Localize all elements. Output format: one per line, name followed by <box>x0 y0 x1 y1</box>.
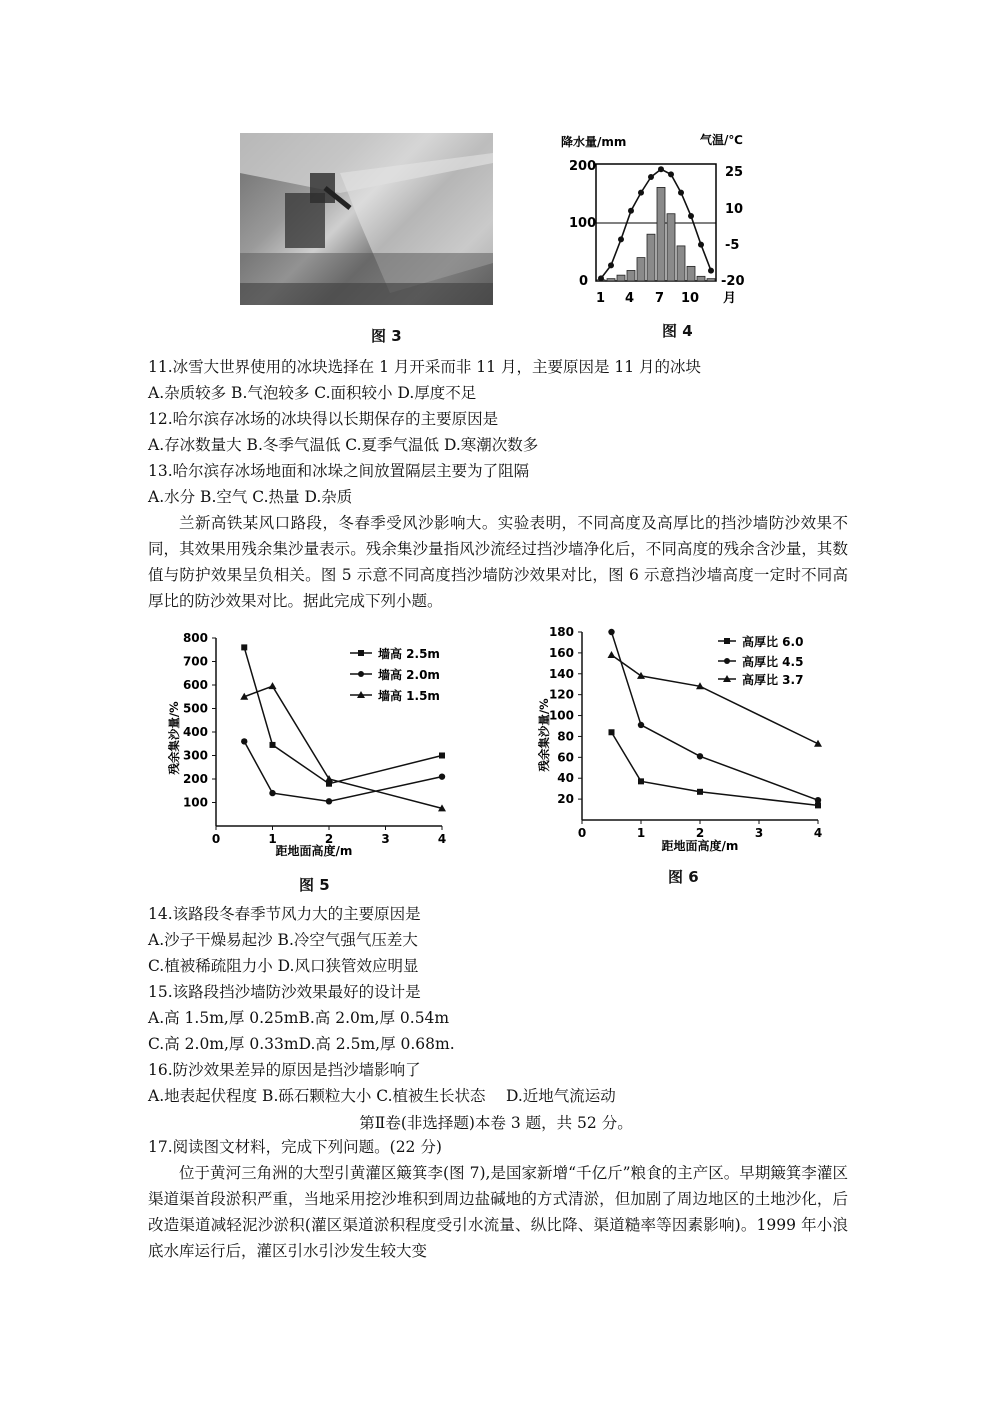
fig5-x-tick-label: 3 <box>381 832 390 846</box>
fig4-temp-point <box>598 275 604 281</box>
fig6-point <box>815 797 821 803</box>
question-15-options-2: C.高 2.0m,厚 0.33mD.高 2.5m,厚 0.68m. <box>148 1035 455 1053</box>
fig6-x-tick-label: 0 <box>577 826 587 840</box>
fig5-y-tick-label: 200 <box>182 772 208 786</box>
fig5-point <box>241 644 247 650</box>
fig5-legend-item: 墙高 1.5m <box>378 689 440 703</box>
fig4-temperature-line <box>598 166 714 281</box>
question-16-options: A.地表起伏程度 B.砾石颗粒大小 C.植被生长状态 D.近地气流运动 <box>148 1087 616 1105</box>
fig5-y-tick-label: 800 <box>182 631 208 645</box>
question-12-options: A.存冰数量大 B.冬季气温低 C.夏季气温低 D.寒潮次数多 <box>148 436 539 454</box>
fig4-caption: 图 4 <box>662 322 693 340</box>
fig4-temp-point <box>658 166 664 172</box>
fig6-ylabel: 残余集沙量/% <box>537 698 551 772</box>
fig5-point <box>439 773 445 779</box>
fig4-precip-bar <box>607 279 615 281</box>
fig6-point <box>637 672 645 679</box>
fig5-y-tick-label: 600 <box>182 678 208 692</box>
fig4-temp-point <box>648 174 654 180</box>
fig4-x-tick: 7 <box>655 291 665 306</box>
fig5-point <box>439 753 445 759</box>
fig4-temp-curve <box>601 169 711 278</box>
section-2-heading: 第Ⅱ卷(非选择题)本卷 3 题，共 52 分。 <box>359 1114 633 1132</box>
fig6-point <box>638 722 644 728</box>
fig4-climate-chart <box>555 128 775 333</box>
fig4-precip-bar <box>647 234 655 281</box>
fig5-y-tick-label: 500 <box>182 701 208 716</box>
fig6-y-tick-label: 140 <box>548 666 574 681</box>
fig4-left-tick: 200 <box>569 159 597 174</box>
fig6-point <box>697 789 703 795</box>
fig4-precip-bar <box>687 266 695 281</box>
question-13: 13.哈尔滨存冰场地面和冰垛之间放置隔层主要为了阻隔 <box>148 462 530 480</box>
fig6-y-tick-label: 20 <box>557 792 574 807</box>
fig6-y-tick-label: 160 <box>548 645 574 660</box>
fig6-legend-item: 高厚比 3.7 <box>742 673 804 687</box>
fig6-y-tick-label: 120 <box>548 687 574 702</box>
fig4-x-unit: 月 <box>723 291 737 306</box>
fig6-x-tick-label: 4 <box>813 826 823 840</box>
fig5-point <box>270 742 276 748</box>
fig4-temp-point <box>678 190 684 196</box>
fig6-xlabel: 距地面高度/m <box>661 839 739 853</box>
fig5-x-tick-label: 2 <box>324 832 334 846</box>
fig4-temp-point <box>688 213 694 219</box>
fig5-x-tick-label: 0 <box>211 832 221 846</box>
question-16: 16.防沙效果差异的原因是挡沙墙影响了 <box>148 1061 421 1079</box>
fig5-ylabel: 残余集沙量/% <box>167 701 181 775</box>
fig4-precip-bar <box>617 275 625 281</box>
fig6-y-tick-label: 100 <box>548 708 574 723</box>
question-17: 17.阅读图文材料，完成下列问题。(22 分) <box>148 1138 442 1156</box>
fig6-y-tick-label: 60 <box>557 750 574 765</box>
fig4-x-tick: 10 <box>681 291 700 306</box>
fig5-y-tick-label: 700 <box>182 654 208 669</box>
fig4-left-tick: 100 <box>569 216 597 231</box>
passage-sand-barrier: 兰新高铁某风口路段，冬春季受风沙影响大。实验表明，不同高度及高厚比的挡沙墙防沙效果不同，其效果用残余集沙量表示。残余集沙量指风沙流经过挡沙墙净化后，不同高度的残余含沙量，其数值与防护效果呈负相关。图 5 示意不同高度挡沙墙防沙效果对比，图 6 示意挡沙墙高度一定时不同高厚比的防沙效果对比。据此完成下列小题。 <box>148 514 848 610</box>
ice-quarry-photo <box>240 133 493 305</box>
fig5-xlabel: 距地面高度/m <box>275 844 353 858</box>
fig5-legend-item: 墙高 2.5m <box>378 647 440 661</box>
fig5-y-tick-label: 100 <box>182 795 208 810</box>
fig4-left-axis-label: 降水量/mm <box>561 135 627 149</box>
question-13-options: A.水分 B.空气 C.热量 D.杂质 <box>148 488 353 506</box>
fig6-point <box>638 778 644 784</box>
photo-texture <box>240 133 493 305</box>
fig5-point <box>241 738 247 744</box>
fig4-left-tick: 0 <box>579 274 589 289</box>
fig4-temp-point <box>708 268 714 274</box>
fig6-point <box>697 753 703 759</box>
fig5-point <box>325 775 333 782</box>
fig5-y-tick-label: 400 <box>182 725 208 739</box>
fig6-legend-item: 高厚比 6.0 <box>742 635 804 649</box>
fig5-x-tick-label: 1 <box>268 832 277 846</box>
fig4-temp-point <box>628 208 634 214</box>
fig4-x-tick: 4 <box>625 291 635 306</box>
fig4-precip-bar <box>707 279 715 281</box>
fig6-point <box>608 629 614 635</box>
question-14: 14.该路段冬春季节风力大的主要原因是 <box>148 905 421 923</box>
fig6-y-tick-label: 80 <box>557 729 574 744</box>
fig6-y-tick-label: 40 <box>557 771 574 786</box>
fig5-x-tick-label: 4 <box>437 832 447 846</box>
fig6-chart <box>530 620 850 860</box>
fig4-precip-bar <box>667 214 675 281</box>
fig4-precip-bar <box>657 187 665 281</box>
fig5-axes <box>183 631 446 846</box>
fig5-point <box>269 790 275 796</box>
fig5-y-tick-label: 300 <box>182 748 208 763</box>
fig6-series-line <box>612 732 819 805</box>
fig4-right-tick: 25 <box>725 165 744 180</box>
question-11-options: A.杂质较多 B.气泡较多 C.面积较小 D.厚度不足 <box>148 384 477 402</box>
fig4-temp-point <box>698 242 704 248</box>
fig6-point <box>608 651 616 658</box>
fig4-right-tick: 10 <box>725 202 744 217</box>
fig5-point <box>326 798 332 804</box>
fig4-temp-point <box>608 262 614 268</box>
question-14-options-2: C.植被稀疏阻力小 D.风口狭管效应明显 <box>148 957 419 975</box>
fig5-legend-item: 墙高 2.0m <box>378 668 440 682</box>
fig5-point <box>269 682 277 689</box>
fig4-temp-point <box>618 236 624 242</box>
fig6-x-tick-label: 2 <box>695 826 705 840</box>
fig6-point <box>609 729 615 735</box>
question-15-options-1: A.高 1.5m,厚 0.25mB.高 2.0m,厚 0.54m <box>148 1009 450 1027</box>
question-15: 15.该路段挡沙墙防沙效果最好的设计是 <box>148 983 421 1001</box>
question-14-options-1: A.沙子干燥易起沙 B.冷空气强气压差大 <box>148 931 418 949</box>
fig5-chart <box>160 628 460 860</box>
fig3-caption: 图 3 <box>371 327 402 345</box>
fig5-caption: 图 5 <box>299 876 330 894</box>
fig4-right-tick: -20 <box>721 274 745 289</box>
fig4-right-tick: -5 <box>725 238 740 253</box>
fig6-x-tick-label: 1 <box>636 826 646 840</box>
fig6-legend-item: 高厚比 4.5 <box>742 655 804 669</box>
fig6-y-tick-label: 180 <box>548 625 574 639</box>
fig4-right-axis-label: 气温/℃ <box>700 133 743 147</box>
fig6-legend <box>718 634 803 687</box>
fig4-x-tick: 1 <box>596 291 606 306</box>
fig6-x-tick-label: 3 <box>754 826 764 840</box>
fig5-legend <box>350 646 440 703</box>
fig4-precip-bar <box>627 270 635 281</box>
fig6-point <box>814 740 822 747</box>
question-12: 12.哈尔滨存冰场的冰块得以长期保存的主要原因是 <box>148 410 499 428</box>
question-11: 11.冰雪大世界使用的冰块选择在 1 月开采而非 11 月，主要原因是 11 月的冰块 <box>148 358 702 376</box>
passage-irrigation: 位于黄河三角洲的大型引黄灌区簸箕李(图 7),是国家新增“千亿斤”粮食的主产区。早期簸箕李灌区渠道渠首段淤积严重，当地采用挖沙堆积到周边盐碱地的方式清淤，但加剧了周边地区的土地沙化，后改造渠道减轻泥沙淤积(灌区渠道淤积程度受引水流量、纵比降、渠道糙率等因素影响)。1999 年小浪底水库运行后，灌区引水引沙发生较大变 <box>148 1164 848 1260</box>
fig4-precip-bar <box>677 246 685 281</box>
fig4-precip-bar <box>637 258 645 281</box>
fig4-precip-bar <box>697 276 705 281</box>
fig4-temp-point <box>668 171 674 177</box>
fig6-caption: 图 6 <box>668 868 699 886</box>
fig4-temp-point <box>638 190 644 196</box>
